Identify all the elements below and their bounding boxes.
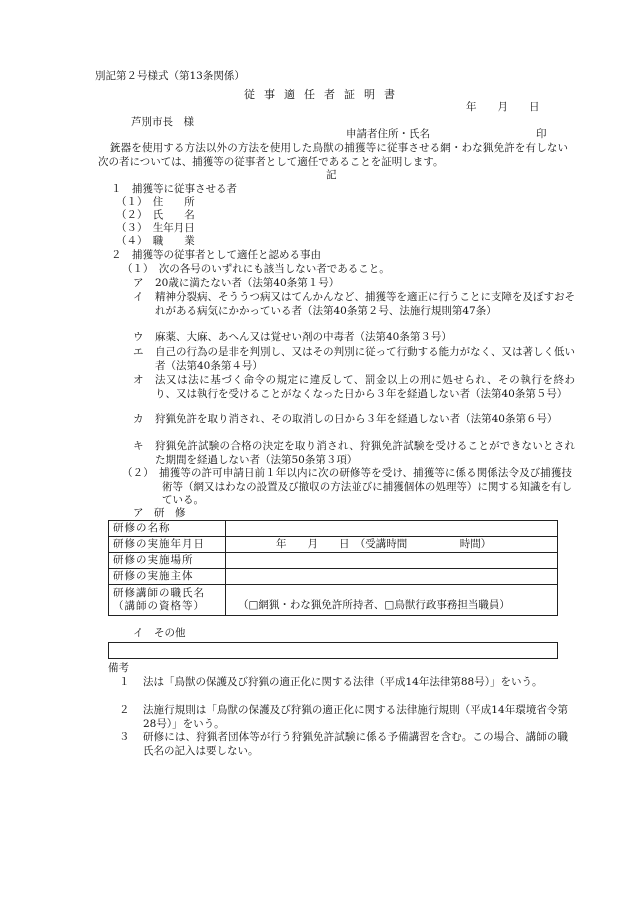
note-text-1: 法は「鳥獣の保護及び狩猟の適正化に関する法律（平成14年法律第88号）」をいう。 [143, 676, 543, 688]
ki-label: 記 [326, 169, 337, 181]
section1-item-name: （２） 氏 名 [116, 209, 195, 221]
condition-text-a: 20歳に満たない者（法第40条第１号） [155, 277, 340, 289]
note-text-2: 法施行規則は「鳥獣の保護及び狩猟の適正化に関する法律施行規則（平成14年環境省令第28号）」をいう。 [143, 704, 568, 730]
condition-mark-a: ア [133, 277, 144, 289]
table-row [109, 521, 558, 537]
condition-text-ki: 狩猟免許試験の合格の決定を取り消され、狩猟免許試験を受けることができないとされた期間を経過しない者（法第50条第３項） [155, 440, 575, 466]
notes-heading: 備考 [108, 662, 129, 674]
condition-mark-ka: カ [133, 413, 144, 425]
section1-heading: １ 捕獲等に従事させる者 [111, 183, 237, 195]
condition-text-u: 麻薬、大麻、あへん又は覚せい剤の中毒者（法第40条第３号） [155, 331, 452, 343]
intro-paragraph: 銃器を使用する方法以外の方法を使用した鳥獣の捕獲等に従事させる網・わな猟免許を有しない次の者については、捕獲等の従事者として適任であることを証明します。 [98, 142, 568, 168]
other-heading: イ その他 [133, 627, 186, 639]
condition-text-e: 自己の行為の是非を判別し、又はその判別に従って行動する能力がなく、又は著しく低い者（法第40条第４号） [155, 346, 575, 372]
note-text-3: 研修には、狩猟者団体等が行う狩猟免許試験に係る予備講習を含む。この場合、講師の職氏名の記入は要しない。 [143, 731, 568, 757]
applicant-label: 申請者住所・氏名 [346, 128, 430, 140]
section1-item-birthdate: （３） 生年月日 [116, 222, 195, 234]
table-row [109, 585, 558, 616]
note-num-2: ２ [119, 704, 130, 716]
training-place-label: 研修の実施場所 [109, 553, 226, 569]
condition-mark-ki: キ [133, 440, 144, 452]
form-label: 別記第２号様式（第13条関係） [95, 70, 245, 82]
training-organizer-label: 研修の実施主体 [109, 569, 226, 585]
training-instructor-value: （□網猟・わな猟免許所持者、□鳥獣行政事務担当職員） [226, 585, 558, 616]
training-instructor-label: 研修講師の職氏名（講師の資格等） [109, 585, 226, 616]
table-row [109, 553, 558, 569]
date-line: 年 月 日 [466, 101, 540, 113]
table-row [109, 569, 558, 585]
section2-heading: ２ 捕獲等の従事者として適任と認める事由 [111, 249, 321, 261]
condition-mark-o: オ [133, 374, 144, 386]
training-name-value [226, 521, 558, 537]
condition-mark-i: イ [133, 291, 144, 303]
other-box [108, 642, 558, 659]
section1-item-occupation: （４） 職 業 [116, 235, 195, 247]
training-table [108, 520, 558, 616]
training-date-label: 研修の実施年月日 [109, 537, 226, 553]
table-row [109, 537, 558, 553]
note-num-1: １ [119, 676, 130, 688]
condition-text-i: 精神分裂病、そううつ病又はてんかんなど、捕獲等を適正に行うことに支障を及ぼすおそれがある病気にかかっている者（法第40条第２号、法施行規則第47条） [155, 291, 575, 317]
condition-text-ka: 狩猟免許を取り消され、その取消しの日から３年を経過しない者（法第40条第６号） [155, 413, 558, 425]
training-organizer-value [226, 569, 558, 585]
section2-sub2: （２） 捕獲等の許可申請日前１年以内に次の研修等を受け、捕獲等に係る関係法令及び捕獲技術等（網又はわなの設置及び撤収の方法並びに捕獲個体の処理等）に関する知識を有している。 [122, 467, 572, 507]
condition-mark-e: エ [133, 346, 144, 358]
condition-text-o: 法又は法に基づく命令の規定に違反して、罰金以上の刑に処せられ、その執行を終わり、又は執行を受けることがなくなった日から３年を経過しない者（法第40条第５号） [155, 374, 575, 400]
training-place-value [226, 553, 558, 569]
section2-sub1: （１） 次の各号のいずれにも該当しない者であること。 [122, 263, 390, 275]
training-name-label: 研修の名称 [109, 521, 226, 537]
section1-item-address: （１） 住 所 [116, 196, 195, 208]
training-heading: ア 研 修 [133, 507, 186, 519]
condition-mark-u: ウ [133, 331, 144, 343]
note-num-3: ３ [119, 731, 130, 743]
addressee: 芦別市長 様 [131, 116, 194, 128]
document-title: 従事適任者証明書 [244, 88, 404, 101]
training-date-value: 年 月 日 （受講時間 時間） [226, 537, 558, 553]
seal-mark: 印 [536, 128, 547, 140]
